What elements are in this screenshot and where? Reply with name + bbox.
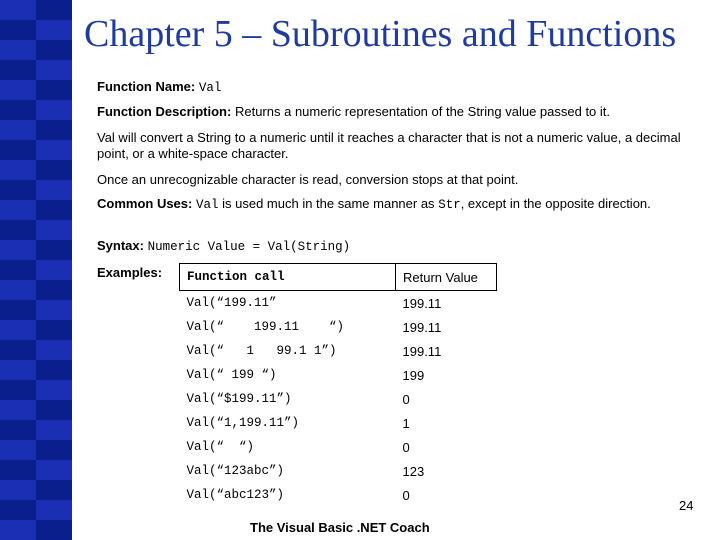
sidebar-tile — [0, 240, 72, 260]
common-uses-paragraph — [97, 196, 697, 213]
sidebar-tile-shade — [36, 180, 72, 200]
sidebar-tile-shade — [0, 480, 36, 500]
table-row — [180, 483, 497, 507]
sidebar-tile-shade — [36, 220, 72, 240]
function-call-cell: Val(“$199.11”) — [186, 392, 292, 406]
table-row — [180, 291, 497, 316]
function-call-cell: Val(“ 199.11 “) — [186, 320, 345, 334]
sidebar-tile — [0, 480, 72, 500]
sidebar-tile-shade — [36, 100, 72, 120]
description-paragraph-2: Once an unrecognizable character is read, conversion stops at that point. — [97, 172, 519, 187]
function-call-cell: Val(“ 1 99.1 1”) — [186, 344, 337, 358]
return-value-cell: 199 — [402, 367, 425, 383]
common-uses-code-val: Val — [195, 198, 219, 212]
function-description-label: Function Description: — [97, 104, 232, 119]
function-description-line — [97, 104, 697, 120]
sidebar-tile — [0, 400, 72, 420]
sidebar-tile — [0, 100, 72, 120]
sidebar-tile — [0, 440, 72, 460]
function-name-label: Function Name: — [97, 79, 196, 94]
function-call-cell: Val(“199.11” — [186, 296, 277, 310]
sidebar-decoration — [0, 0, 72, 540]
function-name-value: Val — [198, 81, 222, 95]
function-call-cell: Val(“ “) — [186, 440, 255, 454]
common-uses-text-2: , except in the opposite direction. — [460, 196, 651, 211]
sidebar-tile — [0, 180, 72, 200]
sidebar-tile-shade — [36, 420, 72, 440]
table-row — [180, 411, 497, 435]
sidebar-tile-shade — [0, 120, 36, 140]
sidebar-tile-shade — [36, 460, 72, 480]
sidebar-tile-shade — [36, 20, 72, 40]
examples-label: Examples: — [97, 265, 163, 280]
sidebar-tile-shade — [0, 320, 36, 340]
sidebar-tile — [0, 360, 72, 380]
sidebar-tile-shade — [0, 40, 36, 60]
sidebar-tile-shade — [0, 0, 36, 20]
function-description-text: Returns a numeric representation of the String value passed to it. — [234, 104, 611, 119]
sidebar-tile-shade — [36, 300, 72, 320]
sidebar-tile — [0, 140, 72, 160]
footer-text: The Visual Basic .NET Coach — [250, 520, 430, 535]
sidebar-tile — [0, 120, 72, 140]
table-row — [180, 435, 497, 459]
return-value-cell: 0 — [402, 391, 410, 407]
sidebar-tile-shade — [0, 240, 36, 260]
function-call-cell: Val(“1,199.11”) — [186, 416, 300, 430]
return-value-cell: 199.11 — [402, 295, 442, 311]
table-row — [180, 387, 497, 411]
sidebar-tile — [0, 340, 72, 360]
sidebar-tile-shade — [0, 360, 36, 380]
syntax-line — [97, 238, 697, 255]
syntax-label: Syntax: — [97, 238, 144, 253]
sidebar-tile — [0, 500, 72, 520]
sidebar-tile-shade — [36, 340, 72, 360]
return-value-cell: 199.11 — [402, 343, 442, 359]
sidebar-tile-shade — [0, 80, 36, 100]
sidebar-tile — [0, 200, 72, 220]
examples-header-row — [180, 264, 497, 291]
sidebar-tile-shade — [0, 400, 36, 420]
return-value-cell: 199.11 — [402, 319, 442, 335]
return-value-cell: 1 — [402, 415, 410, 431]
table-row — [180, 459, 497, 483]
header-return-value: Return Value — [396, 264, 497, 291]
sidebar-tile-shade — [0, 520, 36, 540]
header-function-call: Function call — [180, 264, 396, 291]
function-call-cell: Val(“123abc”) — [186, 464, 285, 478]
slide-title: Chapter 5 – Subroutines and Functions — [84, 13, 677, 55]
sidebar-tile-shade — [36, 140, 72, 160]
sidebar-tile — [0, 160, 72, 180]
sidebar-tile — [0, 520, 72, 540]
sidebar-tile-shade — [0, 440, 36, 460]
sidebar-tile — [0, 20, 72, 40]
description-paragraph-1: Val will convert a String to a numeric until it reaches a character that is not a numeric value, a decimal point, or a white-space character. — [97, 130, 681, 161]
return-value-cell: 0 — [402, 439, 410, 455]
function-name-line — [97, 79, 697, 96]
sidebar-tile — [0, 220, 72, 240]
examples-table — [179, 263, 497, 507]
return-value-cell: 0 — [402, 487, 410, 503]
function-call-cell: Val(“abc123”) — [186, 488, 285, 502]
sidebar-tile — [0, 280, 72, 300]
sidebar-tile — [0, 420, 72, 440]
function-call-cell: Val(“ 199 “) — [186, 368, 277, 382]
table-row — [180, 339, 497, 363]
sidebar-tile-shade — [0, 160, 36, 180]
sidebar-tile-shade — [0, 280, 36, 300]
return-value-cell: 123 — [402, 463, 425, 479]
sidebar-tile — [0, 60, 72, 80]
syntax-code: Numeric Value = Val(String) — [147, 240, 351, 254]
sidebar-tile-shade — [0, 200, 36, 220]
sidebar-tile — [0, 80, 72, 100]
common-uses-label: Common Uses: — [97, 196, 193, 211]
sidebar-tile — [0, 40, 72, 60]
page-number: 24 — [679, 498, 694, 513]
sidebar-tile — [0, 320, 72, 340]
common-uses-text-1: is used much in the same manner as — [222, 196, 435, 211]
sidebar-tile-shade — [36, 260, 72, 280]
table-row — [180, 315, 497, 339]
sidebar-tile — [0, 380, 72, 400]
sidebar-tile — [0, 260, 72, 280]
sidebar-tile — [0, 460, 72, 480]
sidebar-tile-shade — [36, 380, 72, 400]
sidebar-tile — [0, 300, 72, 320]
common-uses-code-str: Str — [438, 198, 461, 212]
sidebar-tile-shade — [36, 500, 72, 520]
sidebar-tile — [0, 0, 72, 20]
sidebar-tile-shade — [36, 60, 72, 80]
table-row — [180, 363, 497, 387]
